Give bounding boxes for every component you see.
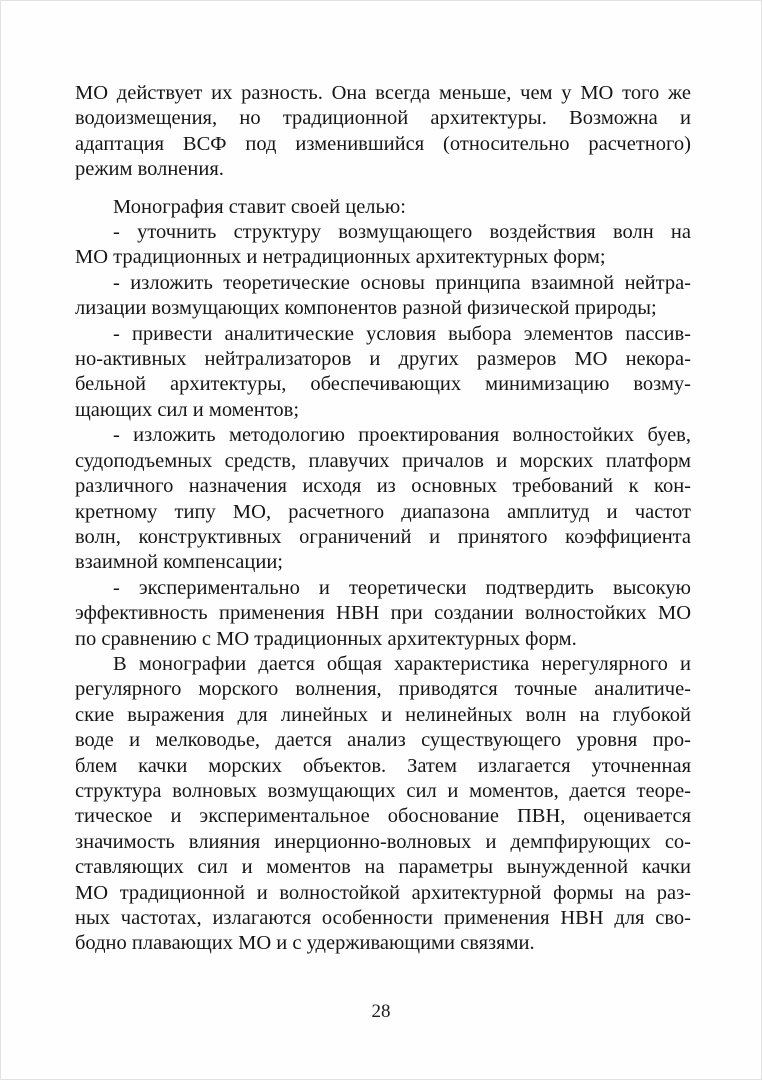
text-line: - изложить теоретические основы принципа взаимной нейтра-	[113, 271, 691, 294]
page-number: 28	[371, 1001, 391, 1022]
paragraph	[75, 271, 691, 322]
paragraph	[75, 220, 691, 271]
text-line: лизации возмущающих компонентов разной физической природы;	[75, 297, 657, 320]
text-line: адаптация ВСФ под изменившийся (относительно расчетного)	[75, 132, 691, 155]
text-line: но-активных нейтрализаторов и других размеров МО некора-	[75, 348, 691, 371]
text-line: щающих сил и моментов;	[75, 398, 300, 421]
text-line: МО действует их разность. Она всегда меньше, чем у МО того же	[75, 82, 691, 104]
text-line: значимость влияния инерционно-волновых и демпфирующих со-	[75, 830, 691, 853]
paragraph	[75, 81, 691, 183]
paragraph	[75, 195, 691, 220]
text-line: воде и мелководье, дается анализ существующего уровня про-	[75, 729, 691, 752]
text-line: - экспериментально и теоретически подтвердить высокую	[113, 576, 691, 599]
text-line: судоподъемных средств, плавучих причалов и морских платформ	[75, 449, 691, 472]
text-line: бодно плавающих МО и с удерживающими связями.	[75, 932, 535, 955]
text-line: МО традиционных и нетрадиционных архитектурных форм;	[75, 246, 606, 269]
text-line: различного назначения исходя из основных требований к кон-	[75, 475, 691, 498]
text-line: бельной архитектуры, обеспечивающих минимизацию возму-	[75, 373, 691, 396]
text-line: - привести аналитические условия выбора элементов пассив-	[113, 322, 691, 345]
text-line: блем качки морских объектов. Затем излагается уточненная	[75, 754, 691, 777]
text-line: тическое и экспериментальное обоснование ПВН, оценивается	[75, 805, 691, 828]
text-line: - уточнить структуру возмущающего воздействия волн на	[113, 221, 691, 244]
text-line: регулярного морского волнения, приводятся точные аналитиче-	[75, 678, 691, 701]
paragraph	[75, 576, 691, 652]
text-line: взаимной компенсации;	[75, 551, 283, 574]
text-line: структура волновых возмущающих сил и моментов, дается теоре-	[75, 779, 691, 802]
paragraph	[75, 322, 691, 424]
text-line: Монография ставит своей целью:	[113, 195, 406, 218]
text-line: - изложить методологию проектирования волностойких буев,	[113, 424, 691, 447]
text-line: водоизмещения, но традиционной архитектуры. Возможна и	[75, 107, 691, 130]
text-line: МО традиционной и волностойкой архитектурной формы на раз-	[75, 881, 691, 904]
text-line: волн, конструктивных ограничений и принятого коэффициента	[75, 525, 691, 548]
text-line: кретному типу МО, расчетного диапазона амплитуд и частот	[75, 500, 691, 523]
paragraph	[75, 423, 691, 575]
text-line: ставляющих сил и моментов на параметры вынужденной качки	[75, 856, 691, 879]
text-line: В монографии дается общая характеристика нерегулярного и	[113, 652, 691, 675]
text-line: эффективность применения НВН при создании волностойких МО	[75, 602, 691, 625]
text-line: ных частотах, излагаются особенности применения НВН для сво-	[75, 907, 691, 929]
text-line: по сравнению с МО традиционных архитектурных форм.	[75, 627, 577, 650]
text-line: ские выражения для линейных и нелинейных волн на глубокой	[75, 703, 691, 726]
text-block	[75, 81, 691, 957]
paragraph	[75, 652, 691, 957]
text-line: режим волнения.	[75, 158, 224, 181]
